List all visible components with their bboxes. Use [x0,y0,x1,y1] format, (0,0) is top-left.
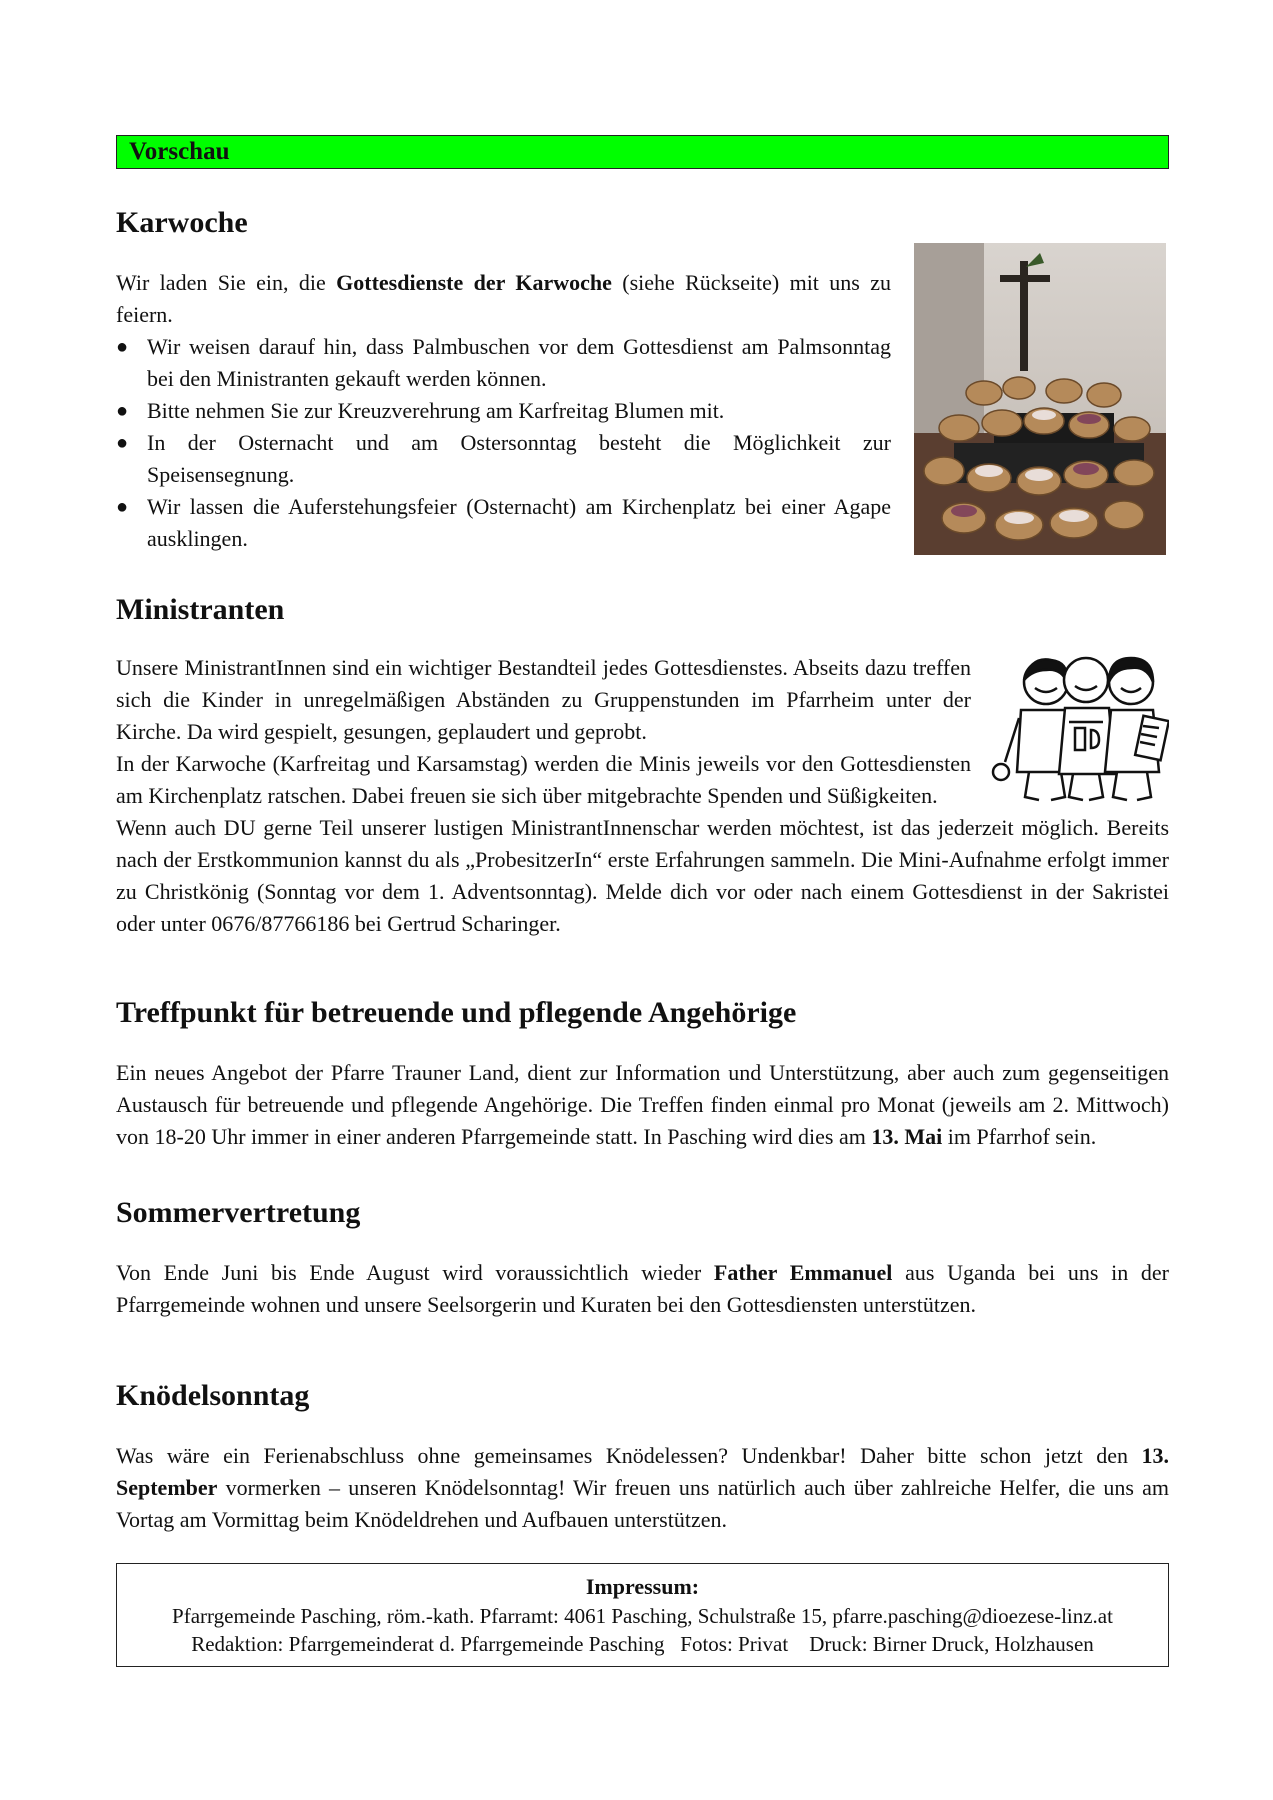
treffpunkt-heading: Treffpunkt für betreuende und pflegende Angehörige [116,996,797,1029]
section-banner: Vorschau [116,135,1169,169]
list-item [116,427,891,491]
sommer-name: Father Emmanuel [713,1260,893,1285]
impressum-box [116,1563,1169,1667]
bullet-text: Wir weisen darauf hin, dass Palmbuschen vor dem Gottesdienst am Palmsonntag bei den Ministranten gekauft werden können. [147,334,891,391]
ministranten-para-2: In der Karwoche (Karfreitag und Karsamstag) werden die Minis jeweils vor den Gottesdiensten am Kirchenplatz ratschen. Dabei freuen sie sich über mitgebrachte Spenden und Süßigkeiten. [116,751,971,808]
karwoche-heading: Karwoche [116,206,248,239]
sommer-text-2: aus Uganda bei uns in der Pfarrgemeinde wohnen und unsere Seelsorgerin und Kuraten bei den Gottesdiensten unterstützen. [116,1260,1169,1317]
treffpunkt-text [116,1057,1169,1153]
bullet-icon: ● [116,496,129,518]
section-knoedelsonntag [116,1378,1169,1536]
altar-servers-illustration [991,652,1169,807]
karwoche-bullet-list [116,331,891,555]
knoedel-heading: Knödelsonntag [116,1379,310,1412]
section-sommervertretung [116,1195,1169,1321]
page [116,135,1169,1656]
section-karwoche [116,205,1169,555]
karwoche-intro-1: Wir laden Sie ein, die [116,270,337,295]
ministranten-para-1: Unsere MinistrantInnen sind ein wichtiger Bestandteil jedes Gottesdienstes. Abseits dazu treffen sich die Kinder in unregelmäßigen Abständen zu Gruppenstunden im Pfarrheim unter der Kirche. Da wird gespielt, gesungen, geplaudert und geprobt. [116,655,971,744]
karwoche-intro-2: (siehe Rückseite) mit uns zu feiern. [116,270,891,327]
bullet-icon: ● [116,336,129,358]
knoedel-text-1: Was wäre ein Ferienabschluss ohne gemeinsames Knödelessen? Undenkbar! Daher bitte schon jetzt den [116,1443,1142,1468]
list-item [116,491,891,555]
ministranten-para-3: Wenn auch DU gerne Teil unserer lustigen MinistrantInnenschar werden möchtest, ist das jederzeit möglich. Bereits nach der Erstkommunion kannst du als „ProbesitzerIn“ erste Erfahrungen sammeln. Die Mini-Aufnahme erfolgt immer zu Christkönig (Sonntag vor dem 1. Adventsonntag). Melde dich vor oder nach einem Gottesdienst in der Sakristei oder unter 0676/87766186 bei Gertrud Scharinger. [116,815,1169,936]
ministranten-heading: Ministranten [116,593,285,626]
easter-baskets-photo [914,243,1166,555]
list-item [116,331,891,395]
bullet-text: Wir lassen die Auferstehungsfeier (Osternacht) am Kirchenplatz bei einer Agape ausklingen. [147,494,891,551]
bullet-text: Bitte nehmen Sie zur Kreuzverehrung am Karfreitag Blumen mit. [147,398,725,423]
knoedel-text-2: vormerken – unseren Knödelsonntag! Wir freuen uns natürlich auch über zahlreiche Helfer, die uns am Vortag am Vormittag beim Knödeldrehen und Aufbauen unterstützen. [116,1475,1169,1532]
section-ministranten [116,592,1169,940]
bullet-icon: ● [116,432,129,454]
treffpunkt-text-2: im Pfarrhof sein. [942,1124,1097,1149]
karwoche-intro [116,267,891,331]
knoedel-date: 13. September [116,1443,1169,1500]
list-item [116,395,891,427]
sommer-heading: Sommervertretung [116,1196,361,1229]
sommer-text-1: Von Ende Juni bis Ende August wird voraussichtlich wieder [116,1260,714,1285]
section-treffpunkt [116,995,1169,1153]
bullet-icon: ● [116,400,129,422]
treffpunkt-text-1: Ein neues Angebot der Pfarre Trauner Land, dient zur Information und Unterstützung, aber auch zum gegenseitigen Austausch für betreuende und pflegende Angehörige. Die Treffen finden einmal pro Monat (jeweils am 2. Mittwoch) von 18-20 Uhr immer in einer anderen Pfarrgemeinde statt. In Pasching wird dies am [116,1060,1169,1149]
treffpunkt-date: 13. Mai [871,1124,943,1149]
karwoche-intro-bold: Gottesdienste der Karwoche [336,270,612,295]
knoedel-text [116,1440,1169,1536]
impressum-title: Impressum: [585,1574,700,1599]
karwoche-text [116,267,891,555]
impressum-line-2: Redaktion: Pfarrgemeinderat d. Pfarrgemeinde Pasching Fotos: Privat Druck: Birner Druck, Holzhausen [191,1632,1094,1656]
impressum-line-1: Pfarrgemeinde Pasching, röm.-kath. Pfarramt: 4061 Pasching, Schulstraße 15, pfarre.pasching@dioezese-linz.at [172,1604,1113,1628]
sommer-text [116,1257,1169,1321]
bullet-text: In der Osternacht und am Ostersonntag besteht die Möglichkeit zur Speisensegnung. [147,430,891,487]
